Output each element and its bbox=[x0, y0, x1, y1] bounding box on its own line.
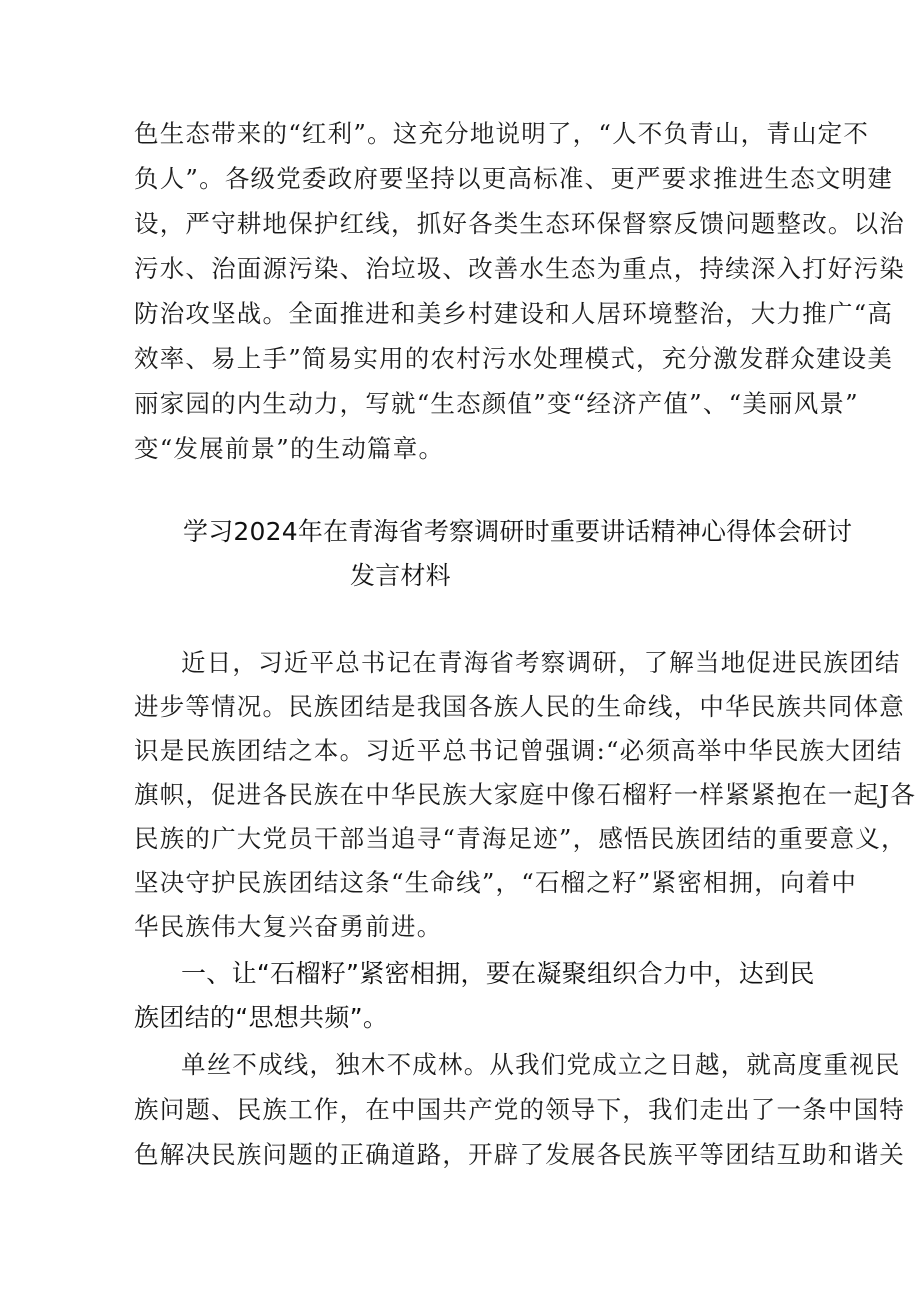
paragraph-line: 华民族伟大复兴奋勇前进。 bbox=[134, 912, 443, 941]
paragraph-line: 负人”。各级党委政府要坚持以更高标准、更严要求推进生态文明建 bbox=[134, 164, 894, 193]
section-heading-line-2: 族团结的“思想共频”。 bbox=[134, 1003, 389, 1032]
paragraph-line: 旗帜，促进各民族在中华民族大家庭中像石榴籽一样紧紧抱在一起J各 bbox=[134, 780, 917, 809]
paragraph-line: 单丝不成线，独木不成林。从我们党成立之日越，就高度重视民 bbox=[181, 1050, 901, 1079]
article-title-line-1: 学习2024年在青海省考察调研时重要讲话精神心得体会研讨 bbox=[183, 517, 853, 546]
paragraph-line: 民族的广大党员干部当追寻“青海足迹”，感悟民族团结的重要意义， bbox=[134, 824, 907, 853]
paragraph-line: 族问题、民族工作，在中国共产党的领导下，我们走出了一条中国特 bbox=[134, 1095, 905, 1124]
paragraph-line: 色解决民族问题的正确道路，开辟了发展各民族平等团结互助和谐关 bbox=[134, 1140, 905, 1169]
paragraph-line: 防治攻坚战。全面推进和美乡村建设和人居环境整治，大力推广“高 bbox=[134, 299, 894, 328]
paragraph-line: 变“发展前景”的生动篇章。 bbox=[134, 434, 445, 463]
paragraph-line: 色生态带来的“红利”。这充分地说明了，“人不负青山，青山定不 bbox=[134, 119, 870, 148]
paragraph-line: 设，严守耕地保护红线，抓好各类生态环保督察反馈问题整改。以治 bbox=[134, 209, 905, 238]
paragraph-line: 近日，习近平总书记在青海省考察调研，了解当地促进民族团结 bbox=[181, 648, 901, 677]
section-heading-line-1: 一、让“石榴籽”紧密相拥，要在凝聚组织合力中，达到民 bbox=[181, 959, 815, 988]
article-title-line-2: 发言材料 bbox=[350, 561, 451, 590]
paragraph-line: 坚决守护民族团结这条“生命线”，“石榴之籽”紧密相拥，向着中 bbox=[134, 868, 858, 897]
paragraph-line: 污水、治面源污染、治垃圾、改善水生态为重点，持续深入打好污染 bbox=[134, 254, 905, 283]
paragraph-line: 丽家园的内生动力，写就“生态颜值”变“经济产值”、“美丽风景” bbox=[134, 389, 859, 418]
paragraph-line: 进步等情况。民族团结是我国各族人民的生命线，中华民族共同体意 bbox=[134, 692, 905, 721]
paragraph-line: 识是民族团结之本。习近平总书记曾强调:“必须高举中华民族大团结 bbox=[134, 736, 903, 765]
paragraph-line: 效率、易上手”简易实用的农村污水处理模式，充分激发群众建设美 bbox=[134, 344, 894, 373]
